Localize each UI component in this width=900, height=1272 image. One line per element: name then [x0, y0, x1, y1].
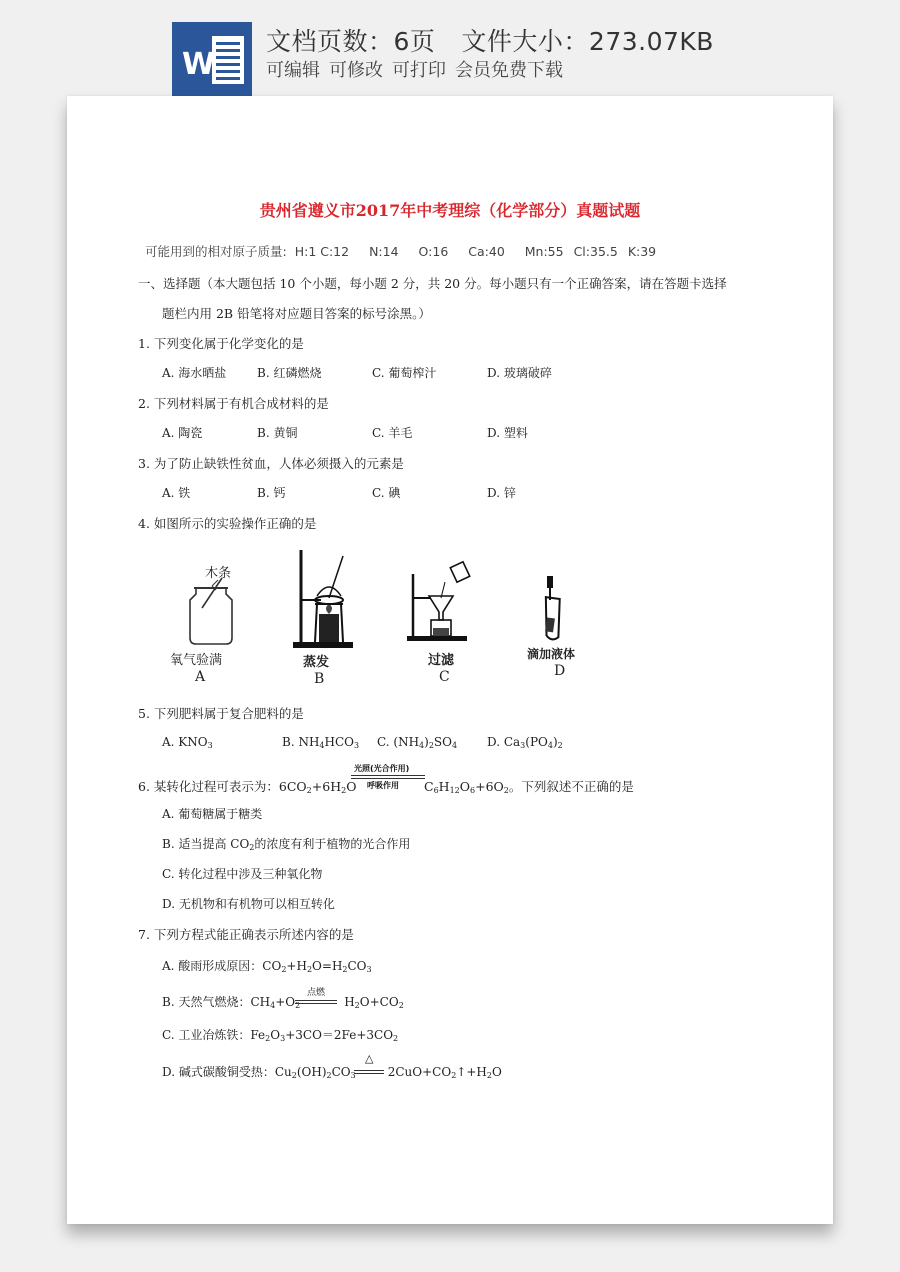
q5-option-d: D. $Ca_3(PO_4)_2$: [487, 735, 563, 750]
figure-letter-a: A: [195, 669, 206, 685]
q7-b-condition: 点燃: [307, 988, 326, 998]
q5-option-b: B. $NH_4HCO_3$: [282, 735, 360, 750]
figure-dropper: [531, 574, 571, 642]
mass-cl: Cl:35.5: [573, 244, 618, 259]
feature-printable: 可打印: [392, 60, 446, 81]
question-6-suffix: 。下列叙述不正确的是: [508, 779, 634, 794]
q3-option-d: D. 锌: [487, 486, 516, 500]
q2-option-b: B. 黄铜: [257, 426, 298, 440]
q7-option-d: D. 碱式碳酸铜受热：$Cu_2(OH)_2CO_3$ $2CuO+CO_2↑+H_2O$: [162, 1065, 502, 1080]
q6-arrow-top: [351, 775, 425, 776]
q6-option-b: B. 适当提高 $CO_2$的浓度有利于植物的光合作用: [162, 837, 411, 852]
figure-letter-d: D: [554, 663, 566, 679]
document-meta: [266, 22, 714, 58]
q1-option-c: C. 葡萄榨汁: [372, 366, 437, 380]
section-heading-line2: 题栏内用 2B 铅笔将对应题目答案的标号涂黑。）: [162, 306, 431, 321]
figure-label-filter: 过滤: [428, 653, 455, 668]
figure-label-dropper: 滴加液体: [527, 647, 576, 661]
q7-option-b: B. 天然气燃烧：$CH_4+O_2$ $H_2O+CO_2$: [162, 995, 404, 1010]
q7-option-c: C. 工业冶炼铁：$Fe_2O_3+3CO=2Fe+3CO_2$: [162, 1028, 399, 1043]
q5-option-c: C. $(NH_4)_2SO_4$: [377, 735, 458, 750]
figure-filtration: [407, 558, 477, 646]
q7-b-arrow-bottom: [295, 1003, 337, 1004]
figure-label-oxygen: 氧气验满: [170, 653, 223, 668]
q5-option-a: A. $KNO_3$: [162, 735, 213, 750]
q6-option-c: C. 转化过程中涉及三种氧化物: [162, 867, 323, 881]
q7-d-arrow-bottom: [354, 1073, 384, 1074]
q6-arrow-bottom: [351, 778, 425, 779]
q7-option-a: A. 酸雨形成原因：$CO_2+H_2O=H_2CO_3$: [162, 959, 372, 974]
document-features: [266, 56, 572, 82]
q7-option-d-label: D. 碱式碳酸铜受热：: [162, 1065, 275, 1079]
word-document-icon: [172, 22, 252, 96]
mass-k: K:39: [627, 244, 657, 259]
section-heading-line1: 一、选择题（本大题包括 10 个小题，每小题 2 分，共 20 分。每小题只有一个正确答案，请在答题卡选择: [138, 276, 727, 291]
figure-evaporation: [289, 548, 359, 658]
mass-o: O:16: [418, 244, 449, 259]
download-info-bar: [0, 0, 900, 96]
atomic-mass-line: [145, 242, 656, 260]
mass-hc: H:1 C:12: [294, 244, 350, 259]
question-2: 2. 下列材料属于有机合成材料的是: [138, 396, 329, 411]
feature-editable: 可编辑: [266, 60, 320, 81]
q1-option-d: D. 玻璃破碎: [487, 366, 552, 380]
q1-option-b: B. 红磷燃烧: [257, 366, 322, 380]
q2-option-c: C. 羊毛: [372, 426, 413, 440]
feature-member-download: 会员免费下载: [455, 60, 563, 81]
figure-letter-b: B: [314, 671, 325, 687]
q7-option-c-label: C. 工业冶炼铁：: [162, 1028, 251, 1042]
q6-condition-bottom: 呼吸作用: [367, 781, 399, 790]
question-6-rest: $C_6H_{12}O_6+6O_2$。下列叙述不正确的是: [424, 779, 634, 795]
q7-d-condition: △: [365, 1052, 374, 1065]
q6-option-b-suffix: 的浓度有利于植物的光合作用: [254, 837, 411, 851]
q7-d-arrow-top: [354, 1070, 384, 1071]
file-size: 文件大小：273.07KB: [461, 27, 714, 56]
figure-label-evaporate: 蒸发: [303, 655, 330, 670]
q6-option-b-prefix: B. 适当提高 CO: [162, 837, 250, 851]
question-4: 4. 如图所示的实验操作正确的是: [138, 516, 317, 531]
document-page: [67, 96, 833, 1224]
q3-option-b: B. 钙: [257, 486, 286, 500]
q7-option-b-label: B. 天然气燃烧：: [162, 995, 251, 1009]
q6-option-a: A. 葡萄糖属于糖类: [162, 807, 263, 821]
question-3: 3. 为了防止缺铁性贫血，人体必须摄入的元素是: [138, 456, 404, 471]
question-6: 6. 某转化过程可表示为：$6CO_2+6H_2O$: [138, 779, 357, 795]
q7-option-a-label: A. 酸雨形成原因：: [162, 959, 263, 973]
q3-option-c: C. 碘: [372, 486, 401, 500]
mass-n: N:14: [369, 244, 399, 259]
q6-option-d: D. 无机物和有机物可以相互转化: [162, 897, 335, 911]
q7-b-arrow-top: [295, 1000, 337, 1001]
q1-option-a: A. 海水晒盐: [162, 366, 227, 380]
question-5: 5. 下列肥料属于复合肥料的是: [138, 706, 304, 721]
question-6-prefix: 6. 某转化过程可表示为：6CO: [138, 779, 307, 794]
word-icon-letter: W: [182, 47, 216, 82]
figure-letter-c: C: [439, 669, 450, 685]
page-count: 文档页数：6页: [266, 27, 436, 56]
q6-condition-top: 光照(光合作用): [354, 764, 410, 773]
document-title: 贵州省遵义市2017年中考理综（化学部分）真题试题: [259, 201, 641, 220]
q2-option-d: D. 塑料: [487, 426, 528, 440]
mass-ca: Ca:40: [468, 244, 505, 259]
question-7: 7. 下列方程式能正确表示所述内容的是: [138, 927, 354, 942]
figure-label-stick: 木条: [205, 566, 232, 581]
q2-option-a: A. 陶瓷: [162, 426, 203, 440]
mass-mn: Mn:55: [524, 244, 564, 259]
question-1: 1. 下列变化属于化学变化的是: [138, 336, 304, 351]
feature-modifiable: 可修改: [329, 60, 383, 81]
atomic-mass-label: 可能用到的相对原子质量:: [145, 244, 287, 259]
q3-option-a: A. 铁: [162, 486, 191, 500]
